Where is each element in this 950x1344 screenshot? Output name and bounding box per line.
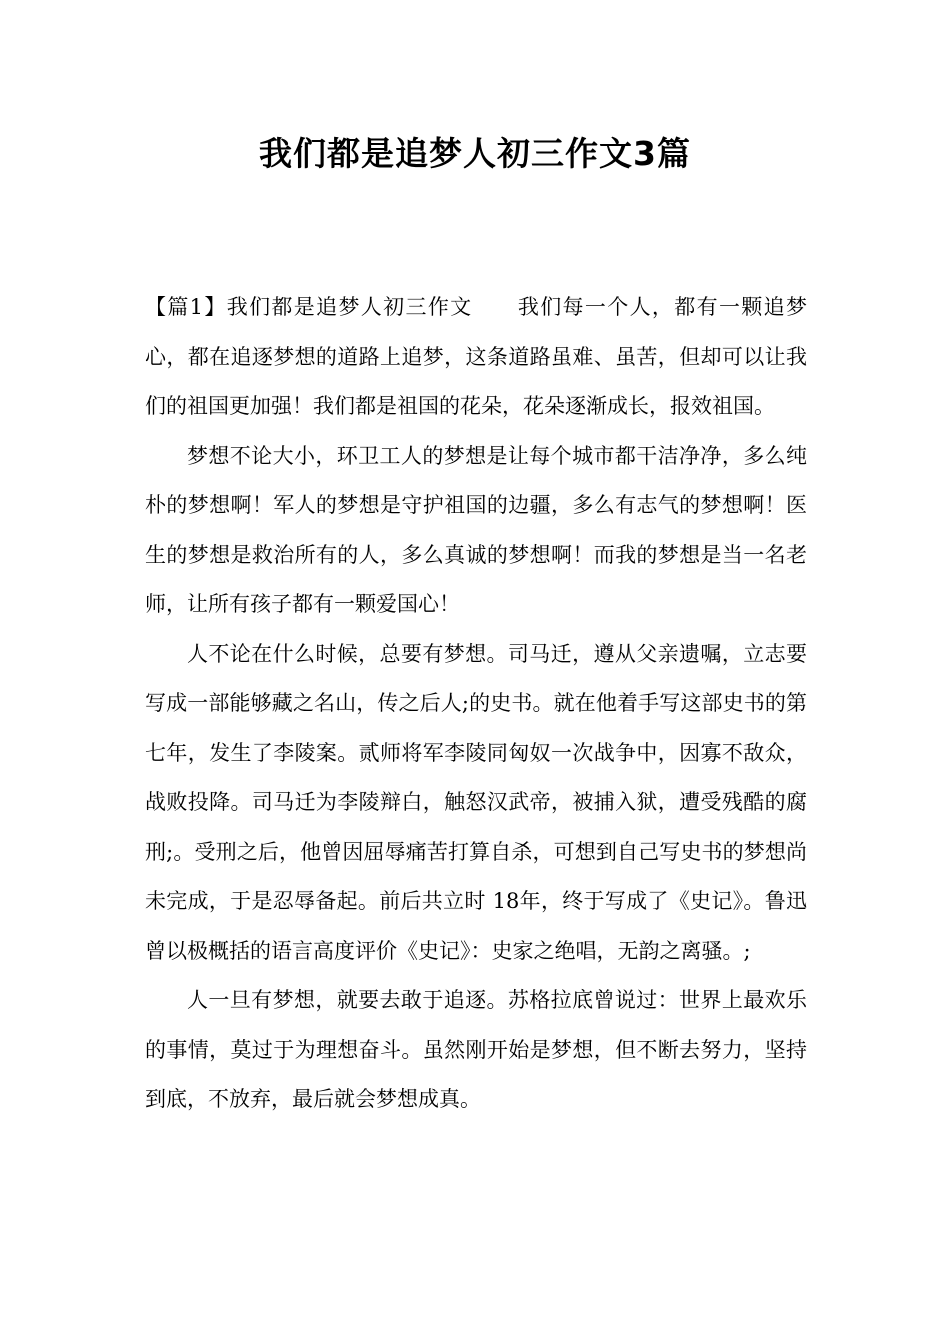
document-title: 我们都是追梦人初三作文3篇	[259, 134, 691, 173]
paragraph-4: 人一旦有梦想，就要去敢于追逐。苏格拉底曾说过：世界上最欢乐的事情，莫过于为理想奋斗。虽然刚开始是梦想，但不断去努力，坚持到底，不放弃，最后就会梦想成真。	[145, 988, 807, 1111]
document-body	[145, 283, 807, 1125]
section-heading: 【篇1】我们都是追梦人初三作文	[145, 295, 473, 319]
paragraph-3: 人不论在什么时候，总要有梦想。司马迁，遵从父亲遗嘱，立志要写成一部能够藏之名山，传之后人;的史书。就在他着手写这部史书的第七年，发生了李陵案。贰师将军李陵同匈奴一次战争中，因寡不敌众，战败投降。司马迁为李陵辩白，触怒汉武帝，被捕入狱，遭受残酷的腐刑;。受刑之后，他曾因屈辱痛苦打算自杀，可想到自己写史书的梦想尚未完成，于是忍辱备起。前后共立时 18年，终于写成了《史记》。鲁迅曾以极概括的语言高度评价《史记》：史家之绝唱，无韵之离骚。;	[145, 641, 807, 963]
paragraph-1-text: 我们每一个人，都有一颗追梦心，都在追逐梦想的道路上追梦，这条道路虽难、虽苦，但却可以让我们的祖国更加强！我们都是祖国的花朵，花朵逐渐成长，报效祖国。	[145, 295, 807, 418]
paragraph-1	[145, 283, 807, 432]
paragraph-2: 梦想不论大小，环卫工人的梦想是让每个城市都干洁净净，多么纯朴的梦想啊！军人的梦想是守护祖国的边疆，多么有志气的梦想啊！医生的梦想是救治所有的人，多么真诚的梦想啊！而我的梦想是当一名老师，让所有孩子都有一颗爱国心！	[145, 443, 807, 616]
